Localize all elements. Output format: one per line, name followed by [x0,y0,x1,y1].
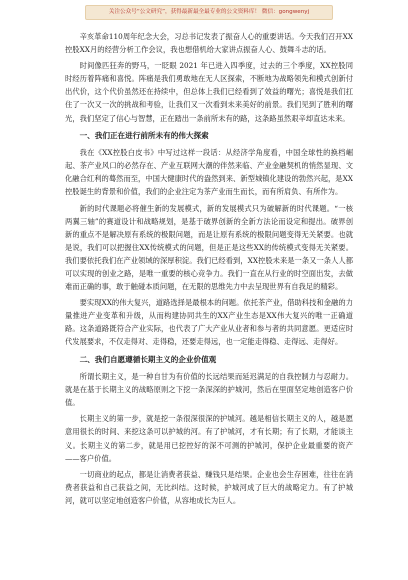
section-2-paragraph-3: 一切商业的起点，都是让消费者获益、赚钱只是结果。企业也会生存困难，往往在消费者获益和自己获益之间，无比纠结。这时候，护城河成了巨大的战略定力。有了护城河，就可以坚定地创造客户价值，从容地成长为巨人。 [65,469,353,505]
section-1-paragraph-2: 新的时代课题必将催生新的发展模式，新的发展模式只为破解新的时代课题。“一核两翼三轴”的赛道设计和战略规划，是基于破界创新的全新方法论而设定和提出。破界创新的重点不是解决原有系统的极限问题，而是让原有系统的极限问题变得无关紧要。也就是说，我们可以把握住XX传统模式的问题，但是正是这些XX的传统模式变得无关紧要。我们要依托我们在产业领域的深厚积淀。我们已经看到，XX控股未来是一条又一条人人都可以实现的创业之路，是唯一重要的核心竞争力。我们一直在从行业的时空面出发，去做难而正确的事，敢于触碰本质问题，在无限的思维先力中去呈现世界有自我足的精彩。 [65,203,353,292]
section-2-paragraph-1: 所谓长期主义，是一种自甘为有价值的长远结果而延迟满足的自我控制力与忍耐力。就是在基于长期主义的战略原则之下挖一条深深的护城河，然后在里面坚定地创造客户价值。 [65,372,353,408]
intro-paragraph-1: 辛亥革命110周年纪念大会，习总书记发表了振奋人心的重要讲话。今天我们召开XX控股XX月的经营分析工作会议，我也想借机给大家讲点振奋人心、鼓舞斗志的话。 [65,32,353,55]
intro-paragraph-2: 时间像匹狂奔的野马，一眨眼 2021 年已进入四季度，过去的三个季度，XX控股同时经历着阵痛和喜悦。阵痛是我们勇敢地在无人区探索，不断地为战略领先和模式创新付出代价，这个代价虽然还在持续中，但总体上我们已经看到了效益的曙光；喜悦是我们扛住了一次又一次的挑战和考验，让我们又一次看到未来美好的前景。我们见到了胜利的曙光，我们坚定了信心与智慧，正在踏出一条前所未有的路，这条路虽然艰辛却直达未来。 [65,61,353,123]
promo-banner: 关注公众号“公文研究”，获得最新最全最专业的公文资料库！ 微信：gongwenyj [85,5,333,20]
section-1-paragraph-1: 我在《XX控股白皮书》中写过这样一段话：从经济学角度看，中国全球性的换档崛起、茶产业风口的必然存在、产业互联网大潮的伴然来临、产业金融契机的悄然显现、文化融合红利的蓦然而至，中国大健康时代的盎然到来、新型城镇化建设的勃然兴起，是XX控股诞生的背景和价值，我们的企业注定为茶产业而生而长，而有所肩负、有所作为。 [65,148,353,197]
section-1-heading: 一、我们正在进行前所未有的伟大探索 [79,130,209,140]
section-2-heading: 二、我们自愿遵循长期主义的企业价值观 [79,354,217,364]
section-2-paragraph-2: 长期主义的第一步，就是挖一条很深很深的护城河。越是相信长期主义的人，越是愿意用很长的时间、来挖这条可以护城的河。有了护城河，才有长期；有了长期，才能谈主义。长期主义的第二步，就是用已挖控好的深不可测的护城河，保护企业最重要的资产——客户价值。 [65,414,353,463]
document-body [65,30,353,510]
section-1-paragraph-3: 要实现XX的伟大复兴，道路选择是最根本的问题。依托茶产业，借助科技和金融的力量推进产业变革和升级，从而构建协同共生的XX产业生态是XX伟大复兴的唯一正确道路。这条道路既符合产业实际，也代表了广大产业从业者和参与者的共同意愿。更适应时代发展要求，不仅走得对、走得稳，还要走得远，也一定能走得稳、走得远、走得好。 [65,298,353,347]
